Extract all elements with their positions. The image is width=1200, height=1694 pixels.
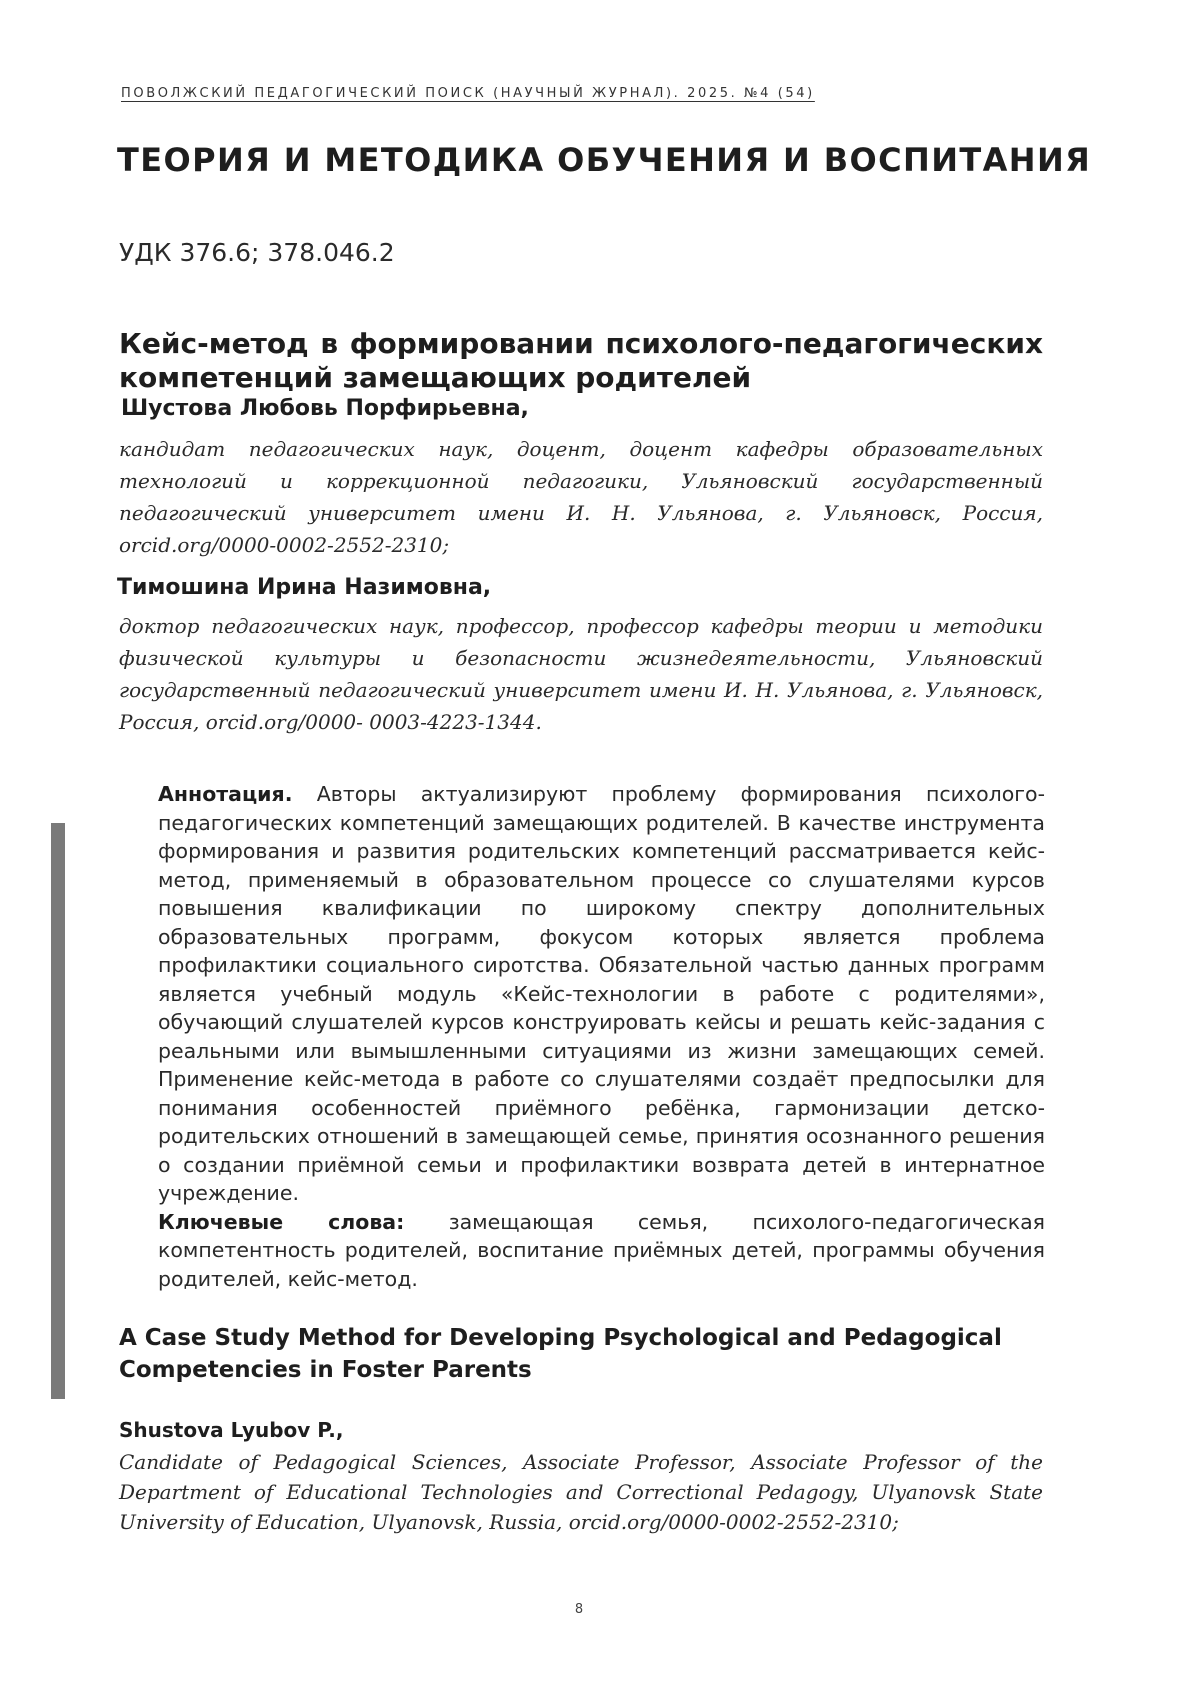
page-number: 8 — [574, 1602, 584, 1617]
keywords-label: Ключевые слова: — [158, 1209, 405, 1234]
en-author-info: Candidate of Pedagogical Sciences, Associate Professor, Associate Professor of the Department of Educational Technologies and Correctional Pedagogy, Ulyanovsk State University of Education, Ulyanovsk, Russia, orcid.org/0000-0002-2552-2310; — [119, 1450, 1043, 1534]
en-author-name: Shustova Lyubov P., — [119, 1418, 344, 1442]
keywords-paragraph — [158, 1208, 1045, 1294]
article-title-en: A Case Study Method for Developing Psychological and Pedagogical Competencies in Foster Parents — [119, 1325, 1002, 1383]
abstract-block — [158, 780, 1045, 1293]
keywords-text: замещающая семья, психолого-педагогическая компетентность родителей, воспитание приёмных детей, программы обучения родителей, кейс-метод. — [158, 1209, 1045, 1291]
author-2-name: Тимошина Ирина Назимовна, — [117, 575, 492, 600]
abstract-text: Авторы актуализируют проблему формирования психолого-педагогических компетенций замещающих родителей. В качестве инструмента формирования и развития родительских компетенций рассматривается кейс-метод, применяемый в образовательном процессе со слушателями курсов повышения квалификации по широкому спектру дополнительных образовательных программ, фокусом которых является проблема профилактики социального сиротства. Обязательной частью данных программ является учебный модуль «Кейс-технологии в работе с родителями», обучающий слушателей курсов конструировать кейсы и решать кейс-задания с реальными или вымышленными ситуациями из жизни замещающих семей. Применение кейс-метода в работе со слушателями создаёт предпосылки для понимания особенностей приёмного ребёнка, гармонизации детско-родительских отношений в замещающей семье, принятия осознанного решения о создании приёмной семьи и профилактики возврата детей в интернатное учреждение. — [158, 782, 1045, 1205]
abstract-paragraph — [158, 780, 1045, 1208]
author-2-info: доктор педагогических наук, профессор, профессор кафедры теории и методики физической культуры и безопасности жизнедеятельности, Ульяновский государственный педагогический университет имени И. Н. Ульянова, г. Ульяновск, Россия, orcid.org/0000- 0003-4223-1344. — [119, 614, 1043, 734]
decorative-side-bar — [51, 823, 65, 1399]
author-1-name: Шустова Любовь Порфирьевна, — [121, 396, 529, 421]
abstract-label: Аннотация. — [158, 782, 293, 806]
udk-code: УДК 376.6; 378.046.2 — [119, 238, 395, 267]
author-1-info: кандидат педагогических наук, доцент, доцент кафедры образовательных технологий и коррекционной педагогики, Ульяновский государственный педагогический университет имени И. Н. Ульянова, г. Ульяновск, Россия, orcid.org/0000-0002-2552-2310; — [119, 437, 1043, 557]
running-header: ПОВОЛЖСКИЙ ПЕДАГОГИЧЕСКИЙ ПОИСК (НАУЧНЫЙ ЖУРНАЛ). 2025. №4 (54) — [121, 86, 815, 101]
section-title: ТЕОРИЯ И МЕТОДИКА ОБУЧЕНИЯ И ВОСПИТАНИЯ — [117, 141, 1092, 179]
article-title-ru: Кейс-метод в формировании психолого-педагогических компетенций замещающих родителей — [119, 327, 1043, 394]
